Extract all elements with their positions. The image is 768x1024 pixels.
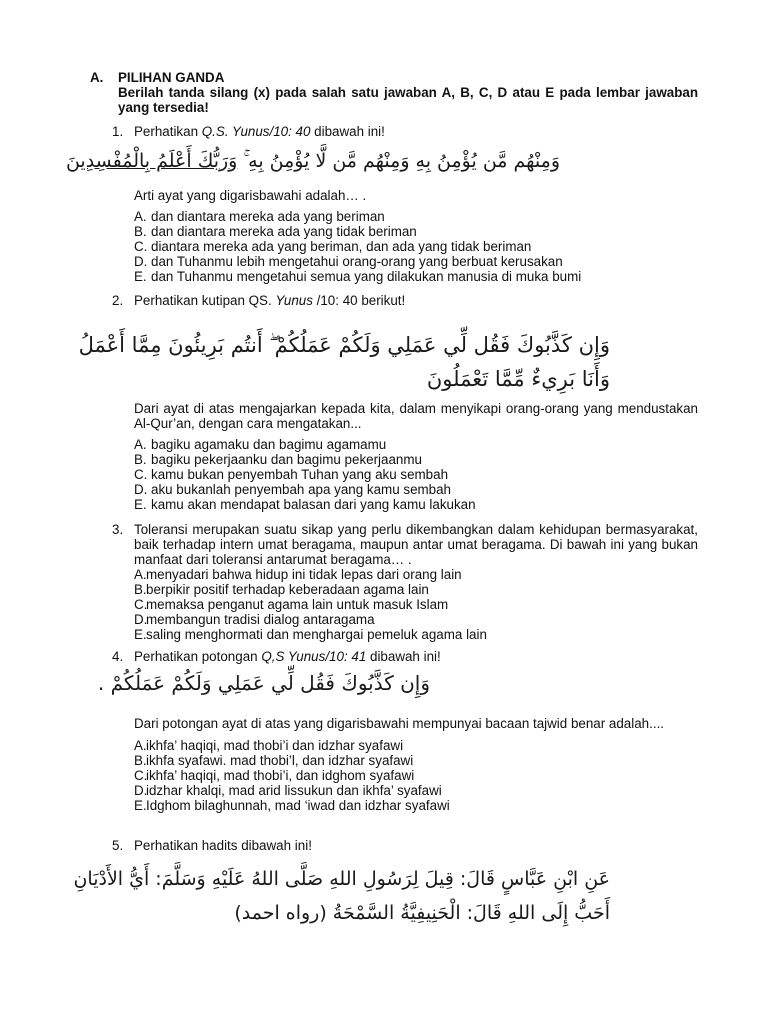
stem-reference: Q,S Yunus/10: 41 — [261, 649, 367, 664]
question-2 — [112, 293, 698, 308]
question-stem — [134, 124, 698, 139]
answer-option-a[interactable] — [134, 567, 698, 582]
answer-option-d[interactable] — [134, 612, 698, 627]
option-text: dan Tuhanmu mengetahui semua yang dilakukan manusia di muka bumi — [151, 269, 582, 284]
arabic-verse-q1 — [65, 148, 560, 174]
option-text: dan Tuhanmu lebih mengetahui orang-orang yang berbuat kerusakan — [151, 254, 563, 269]
option-letter: B. — [134, 753, 147, 768]
stem-text: Perhatikan potongan — [134, 649, 262, 664]
stem-text-end: dibawah ini! — [310, 124, 385, 139]
question-stem — [134, 293, 698, 308]
option-text: berpikir positif terhadap keberadaan agama lain — [146, 582, 429, 597]
option-letter: C. — [134, 239, 148, 254]
option-letter: E. — [134, 497, 147, 512]
option-text: kamu akan mendapat balasan dari yang kamu lakukan — [151, 497, 476, 512]
answer-option-d[interactable] — [134, 482, 698, 497]
option-text: bagiku agamaku dan bagimu agamamu — [151, 437, 387, 452]
arabic-verse-underlined: وَرَبُّكَ أَعْلَمُ بِالْمُفْسِدِينَ — [65, 150, 238, 172]
option-letter: D. — [134, 783, 148, 798]
question-prompt: Dari potongan ayat di atas yang digarisbawahi mempunyai bacaan tajwid benar adalah.... — [134, 716, 665, 731]
arabic-verse-plain: وَمِنْهُم مَّن يُؤْمِنُ بِهِ وَمِنْهُم مَّن لَّا يُؤْمِنُ بِهِ ۚ — [237, 150, 560, 172]
option-text: ikhfa’ haqiqi, mad thobi’i dan idzhar syafawi — [146, 738, 404, 753]
option-letter: B. — [134, 582, 147, 597]
answer-option-e[interactable] — [134, 627, 698, 642]
option-text: memaksa penganut agama lain untuk masuk Islam — [146, 597, 449, 612]
answer-option-d[interactable] — [134, 783, 698, 798]
question-stem — [134, 649, 698, 664]
option-text: kamu bukan penyembah Tuhan yang aku sembah — [151, 467, 449, 482]
answer-option-c[interactable] — [134, 239, 698, 254]
option-text: ikhfa syafawi. mad thobi’l, dan idzhar syafawi — [146, 753, 414, 768]
section-instruction: Berilah tanda silang (x) pada salah satu jawaban A, B, C, D atau E pada lembar jawaban yang tersedia! — [118, 85, 698, 115]
answer-option-a[interactable] — [134, 437, 698, 452]
question-1-answers — [112, 188, 698, 284]
arabic-verse-q4: وَإِن كَذَّبُوكَ فَقُل لِّي عَمَلِي وَلَكُمْ عَمَلُكُمْ . — [97, 671, 430, 695]
option-letter: D. — [134, 612, 148, 627]
stem-text-end: /10: 40 berikut! — [312, 293, 406, 308]
section-letter: A. — [90, 70, 104, 85]
section-header — [90, 70, 698, 115]
arabic-verse-q2-line1: وَإِن كَذَّبُوكَ فَقُل لِّي عَمَلِي وَلَكُمْ عَمَلُكُمْ ۖ أَنتُم بَرِيئُونَ مِمَّا أَعْمَلُ — [78, 333, 610, 357]
question-prompt: Dari ayat di atas mengajarkan kepada kita, dalam menyikapi orang-orang yang mendustakan Al-Qur’an, dengan cara mengatakan... — [134, 401, 698, 431]
option-letter: B. — [134, 224, 147, 239]
stem-text: Perhatikan — [134, 124, 202, 139]
option-letter: C. — [134, 467, 148, 482]
question-5 — [112, 838, 698, 853]
stem-reference: Yunus — [275, 293, 313, 308]
option-text: Idghom bilaghunnah, mad ‘iwad dan idzhar syafawi — [146, 798, 450, 813]
option-letter: E. — [134, 627, 147, 642]
question-number: 3. — [112, 522, 124, 537]
option-letter: E. — [134, 798, 147, 813]
answer-option-c[interactable] — [134, 768, 698, 783]
answer-option-b[interactable] — [134, 753, 698, 768]
option-letter: A. — [134, 567, 147, 582]
option-text: diantara mereka ada yang beriman, dan ada yang tidak beriman — [151, 239, 532, 254]
option-letter: C. — [134, 768, 148, 783]
question-number: 2. — [112, 293, 124, 308]
question-4 — [112, 649, 698, 664]
question-prompt: Arti ayat yang digarisbawahi adalah… . — [134, 188, 367, 203]
answer-option-e[interactable] — [134, 497, 698, 512]
option-letter: B. — [134, 452, 147, 467]
arabic-hadith-line2: أَحَبُّ إِلَى اللهِ قَالَ: الْحَنِيفِيَّةُ السَّمْحَةُ (رواه احمد) — [234, 902, 610, 924]
question-number: 5. — [112, 838, 124, 853]
option-text: membangun tradisi dialog antaragama — [146, 612, 375, 627]
answer-option-c[interactable] — [134, 597, 698, 612]
stem-text: Perhatikan kutipan QS. — [134, 293, 276, 308]
option-text: dan diantara mereka ada yang tidak beriman — [151, 224, 417, 239]
section-title-row — [90, 70, 698, 85]
answer-option-b[interactable] — [134, 452, 698, 467]
option-text: dan diantara mereka ada yang beriman — [151, 209, 385, 224]
question-3 — [112, 522, 698, 642]
answer-option-a[interactable] — [134, 209, 698, 224]
answer-option-b[interactable] — [134, 582, 698, 597]
stem-reference: Q.S. Yunus/10: 40 — [201, 124, 311, 139]
option-letter: A. — [134, 738, 147, 753]
option-text: saling menghormati dan menghargai pemeluk agama lain — [146, 627, 487, 642]
question-4-answers — [112, 716, 698, 813]
option-text: idzhar khalqi, mad arid lissukun dan ikhfa’ syafawi — [146, 783, 442, 798]
option-letter: C. — [134, 597, 148, 612]
arabic-hadith-line1: عَنِ ابْنِ عَبَّاسٍ قَالَ: قِيلَ لِرَسُولِ اللهِ صَلَّى اللهُ عَلَيْهِ وَسَلَّمَ: أَيُّ الأَدْيَانِ — [73, 868, 610, 890]
option-text: menyadari bahwa hidup ini tidak lepas dari orang lain — [146, 567, 462, 582]
arabic-verse-q2-line2: وَأَنَا بَرِيءٌ مِّمَّا تَعْمَلُونَ — [426, 367, 610, 391]
question-2-answers — [112, 401, 698, 512]
question-number: 4. — [112, 649, 124, 664]
question-stem: Perhatikan hadits dibawah ini! — [134, 838, 312, 853]
option-letter: E. — [134, 269, 147, 284]
section-title: PILIHAN GANDA — [118, 70, 225, 85]
option-letter: D. — [134, 254, 148, 269]
answer-option-c[interactable] — [134, 467, 698, 482]
answer-option-e[interactable] — [134, 269, 698, 284]
question-1 — [112, 124, 698, 139]
option-text: ikhfa’ haqiqi, mad thobi’i, dan idghom syafawi — [146, 768, 415, 783]
stem-text-end: dibawah ini! — [366, 649, 441, 664]
option-text: aku bukanlah penyembah apa yang kamu sembah — [151, 482, 452, 497]
option-letter: A. — [134, 209, 147, 224]
answer-option-d[interactable] — [134, 254, 698, 269]
option-letter: D. — [134, 482, 148, 497]
answer-option-a[interactable] — [134, 738, 698, 753]
question-number: 1. — [112, 124, 124, 139]
question-stem: Toleransi merupakan suatu sikap yang perlu dikembangkan dalam kehidupan bermasyarakat, baik terhadap intern umat beragama, maupun antar umat beragama. Di bawah ini yang bukan manfaat dari toleransi antarumat beragama… . — [134, 522, 698, 567]
option-text: bagiku pekerjaanku dan bagimu pekerjaanmu — [151, 452, 422, 467]
answer-option-b[interactable] — [134, 224, 698, 239]
answer-option-e[interactable] — [134, 798, 698, 813]
option-letter: A. — [134, 437, 147, 452]
